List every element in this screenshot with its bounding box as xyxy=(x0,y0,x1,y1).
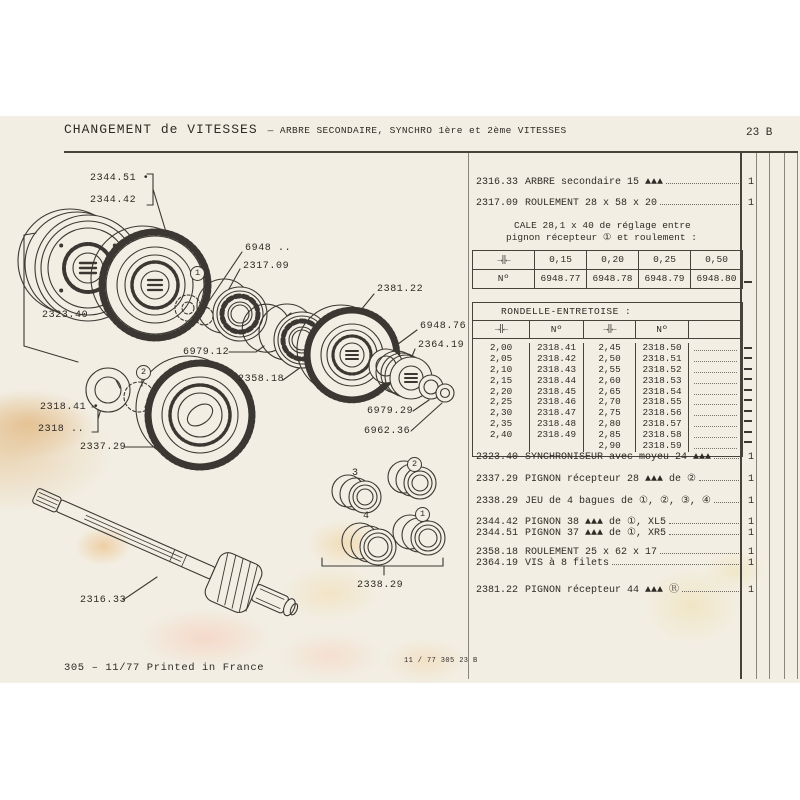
leader-dots xyxy=(660,553,739,554)
qty-column-rule xyxy=(797,153,798,679)
no-header: Nº xyxy=(635,321,688,338)
part-qty: 1 xyxy=(747,517,754,528)
callout-2: 2 xyxy=(407,457,422,472)
thickness-icon: →‖← xyxy=(494,324,508,334)
cale-width: 0,50 xyxy=(690,251,742,269)
shaft-2316-33 xyxy=(25,471,308,634)
cell xyxy=(529,441,583,452)
cell: 2,10 xyxy=(489,363,513,375)
leader-dots xyxy=(669,523,739,524)
part-desc: PIGNON 38 ▲▲▲ de ①, XL5 xyxy=(525,517,667,528)
cell: 2318.48 xyxy=(529,419,583,430)
part-qty: 1 xyxy=(747,528,754,539)
qty-column-rule xyxy=(784,153,785,679)
cale-note-line2: pignon récepteur ① et roulement : xyxy=(506,232,697,243)
parts-list-item xyxy=(476,177,754,188)
diagram-label: 2317.09 xyxy=(243,261,290,272)
cell: 2,40 xyxy=(489,429,513,441)
diagram-label: 6979.29 xyxy=(367,406,414,417)
qty-dash xyxy=(744,441,752,443)
diagram-label: 2316.33 xyxy=(80,595,127,606)
rondelle-header xyxy=(473,321,742,339)
part-desc: ROULEMENT 25 x 62 x 17 xyxy=(525,547,658,558)
cell: 2318.45 xyxy=(529,387,583,398)
cell: 2,60 xyxy=(583,376,635,387)
leader-dots xyxy=(714,458,739,459)
part-ref: 2344.42 xyxy=(476,517,519,528)
diagram-label: 2338.29 xyxy=(357,580,404,591)
cell: 2,90 xyxy=(583,441,635,452)
parts-list-item xyxy=(476,527,754,539)
diagram-label: 2323.40 xyxy=(42,310,89,321)
leader-dots xyxy=(688,419,742,430)
cell: 2,45 xyxy=(583,343,635,354)
diagram-label: 6948.76 xyxy=(420,321,467,332)
cell: 2,00 xyxy=(489,342,513,353)
diagram-label: 6962.36 xyxy=(364,426,411,437)
cell: 2318.59 xyxy=(635,441,688,452)
empty-header xyxy=(688,321,742,338)
footer-imprint: 305 – 11/77 Printed in France xyxy=(64,662,265,674)
parts-list-item xyxy=(476,198,754,209)
section-title: CHANGEMENT de VITESSES xyxy=(64,122,258,137)
qty-column-rule xyxy=(756,153,757,679)
cell: 2318.52 xyxy=(635,365,688,376)
cell: 2318.47 xyxy=(529,408,583,419)
cell: 2,20 xyxy=(489,385,513,397)
page-title xyxy=(64,122,567,137)
leader-dots xyxy=(699,480,739,481)
cale-width: 0,25 xyxy=(638,251,690,269)
thickness-icon: →‖← xyxy=(497,255,510,265)
cell: 2,80 xyxy=(583,419,635,430)
leader-dots xyxy=(660,204,739,205)
part-desc: VIS à 8 filets xyxy=(525,558,610,569)
table-row xyxy=(473,376,742,387)
diagram-label: 2318 .. xyxy=(38,424,85,435)
part-qty: 1 xyxy=(747,585,754,596)
part-ref: 2323.40 xyxy=(476,452,519,463)
leader-line xyxy=(411,403,442,431)
leader-line xyxy=(147,174,166,232)
leader-dots xyxy=(688,408,742,419)
part-ref: 2344.51 xyxy=(476,528,519,539)
cell: 2,85 xyxy=(583,430,635,441)
qty-column-rule xyxy=(769,153,770,679)
cell: 2,55 xyxy=(583,365,635,376)
leader-dots xyxy=(688,441,742,452)
header-rule xyxy=(64,151,798,153)
cell: 2318.49 xyxy=(529,430,583,441)
cell: 2318.42 xyxy=(529,354,583,365)
qty-dash xyxy=(744,389,752,391)
panel-divider xyxy=(468,153,469,679)
bushing-4 xyxy=(342,523,396,565)
cell: 2,50 xyxy=(583,354,635,365)
thickness-icon: →‖← xyxy=(583,321,635,338)
part-desc: PIGNON 37 ▲▲▲ de ①, XR5 xyxy=(525,528,667,539)
section-subtitle: — ARBRE SECONDAIRE, SYNCHRO 1ère et 2ème VITESSES xyxy=(267,125,567,136)
part-ref: 2316.33 xyxy=(476,177,519,188)
part-ref: 2381.22 xyxy=(476,585,519,596)
parts-list-item xyxy=(476,547,754,558)
qty-dash xyxy=(744,347,752,349)
part-ref: 2358.18 xyxy=(476,547,519,558)
part-ref: 2338.29 xyxy=(476,496,519,507)
part-qty: 1 xyxy=(747,558,754,569)
cell: 2318.56 xyxy=(635,408,688,419)
leader-dots xyxy=(688,387,742,398)
diagram-label: 2364.19 xyxy=(418,340,465,351)
cell: 2318.41 xyxy=(529,343,583,354)
cell: 2318.51 xyxy=(635,354,688,365)
cell: 2318.43 xyxy=(529,365,583,376)
no-header: Nº xyxy=(473,269,534,288)
bushing-3 xyxy=(332,475,381,513)
diagram-label: 2381.22 xyxy=(377,284,424,295)
part-qty: 1 xyxy=(747,452,754,463)
part-desc: ARBRE secondaire 15 ▲▲▲ xyxy=(525,177,664,188)
cell xyxy=(473,441,529,452)
qty-dash xyxy=(744,368,752,370)
parts-list-item xyxy=(476,580,754,596)
qty-dash xyxy=(744,281,752,283)
cell: 2,30 xyxy=(489,407,513,419)
leader-dots xyxy=(688,343,742,354)
leader-dots xyxy=(688,376,742,387)
part-qty: 1 xyxy=(747,547,754,558)
cell: 2,25 xyxy=(489,396,513,408)
part-qty: 1 xyxy=(747,198,754,209)
cell: 2318.54 xyxy=(635,387,688,398)
cale-number: 6948.78 xyxy=(586,269,638,288)
cell: 2318.53 xyxy=(635,376,688,387)
rondelle-body xyxy=(473,343,742,456)
leader-line xyxy=(413,400,429,411)
cell: 2318.55 xyxy=(635,397,688,408)
leader-dots xyxy=(688,365,742,376)
diagram-label: 6979.12 xyxy=(183,347,230,358)
cell: 2318.58 xyxy=(635,430,688,441)
cell: 2,05 xyxy=(489,352,513,364)
cale-note-line1: CALE 28,1 x 40 de réglage entre xyxy=(514,220,691,231)
qty-dash xyxy=(744,420,752,422)
cell: 2,75 xyxy=(583,408,635,419)
leader-dots xyxy=(682,591,739,592)
part-ref: 2337.29 xyxy=(476,474,519,485)
part-desc: PIGNON récepteur 28 ▲▲▲ de ② xyxy=(525,474,697,485)
qty-dash xyxy=(744,431,752,433)
part-desc: ROULEMENT 28 x 58 x 20 xyxy=(525,198,658,209)
leader-dots xyxy=(714,502,739,503)
qty-dash xyxy=(744,357,752,359)
leader-dots xyxy=(688,354,742,365)
qty-dash xyxy=(744,378,752,380)
leader-dots xyxy=(612,564,739,565)
diagram-label: 2337.29 xyxy=(80,442,127,453)
qty-dash xyxy=(744,410,752,412)
parts-list-item xyxy=(476,495,754,507)
cale-number: 6948.77 xyxy=(534,269,586,288)
cell: 2318.44 xyxy=(529,376,583,387)
part-desc: SYNCHRONISEUR avec moyeu 24 ▲▲▲ xyxy=(525,452,712,463)
qty-dash xyxy=(744,399,752,401)
cale-number: 6948.79 xyxy=(638,269,690,288)
cell: 2318.46 xyxy=(529,397,583,408)
gear-2337-29 xyxy=(136,356,252,467)
diagram-label: 6948 .. xyxy=(245,243,292,254)
part-qty: 1 xyxy=(747,177,754,188)
cale-width: 0,20 xyxy=(586,251,638,269)
parts-list-item xyxy=(476,473,754,485)
callout-2: 2 xyxy=(136,365,151,380)
cell: 2318.57 xyxy=(635,419,688,430)
cale-width: 0,15 xyxy=(534,251,586,269)
cale-number: 6948.80 xyxy=(690,269,742,288)
diagram-label: 2344.51 • xyxy=(90,173,150,184)
cale-table xyxy=(472,250,743,289)
leader-dots xyxy=(669,534,739,535)
rondelle-table xyxy=(472,302,743,457)
cell: 2,35 xyxy=(489,418,513,430)
diagram-label: 4 xyxy=(363,511,370,522)
parts-list-item xyxy=(476,452,754,463)
paper-sheet xyxy=(0,116,800,683)
part-desc: PIGNON récepteur 44 ▲▲▲ Ⓡ xyxy=(525,585,680,596)
page-number: 23 B xyxy=(746,127,773,139)
part-qty: 1 xyxy=(747,474,754,485)
callout-1: 1 xyxy=(415,507,430,522)
callout-1: 1 xyxy=(190,266,205,281)
part-ref: 2364.19 xyxy=(476,558,519,569)
rondelle-title: RONDELLE-ENTRETOISE : xyxy=(473,303,742,321)
diagram-label: 2344.42 xyxy=(90,195,137,206)
leader-dots xyxy=(666,183,739,184)
cell: 2,70 xyxy=(583,397,635,408)
part-desc: JEU de 4 bagues de ①, ②, ③, ④ xyxy=(525,496,711,507)
washer-6962-36 xyxy=(436,384,454,402)
cell: 2,65 xyxy=(583,387,635,398)
parts-list-item xyxy=(476,558,754,569)
leader-line xyxy=(283,367,301,380)
leader-dots xyxy=(688,430,742,441)
part-ref: 2317.09 xyxy=(476,198,519,209)
part-qty: 1 xyxy=(747,496,754,507)
cell: 2,15 xyxy=(489,374,513,386)
leader-dots xyxy=(688,397,742,408)
diagram-label: 3 xyxy=(352,468,359,479)
diagram-label: 2318.41 • xyxy=(40,402,100,413)
no-header: Nº xyxy=(529,321,583,338)
footer-reference: 11 / 77 305 23 B xyxy=(404,657,478,665)
leader-line xyxy=(123,577,157,600)
cell: 2318.50 xyxy=(635,343,688,354)
diagram-label: 2358.18 xyxy=(238,374,285,385)
